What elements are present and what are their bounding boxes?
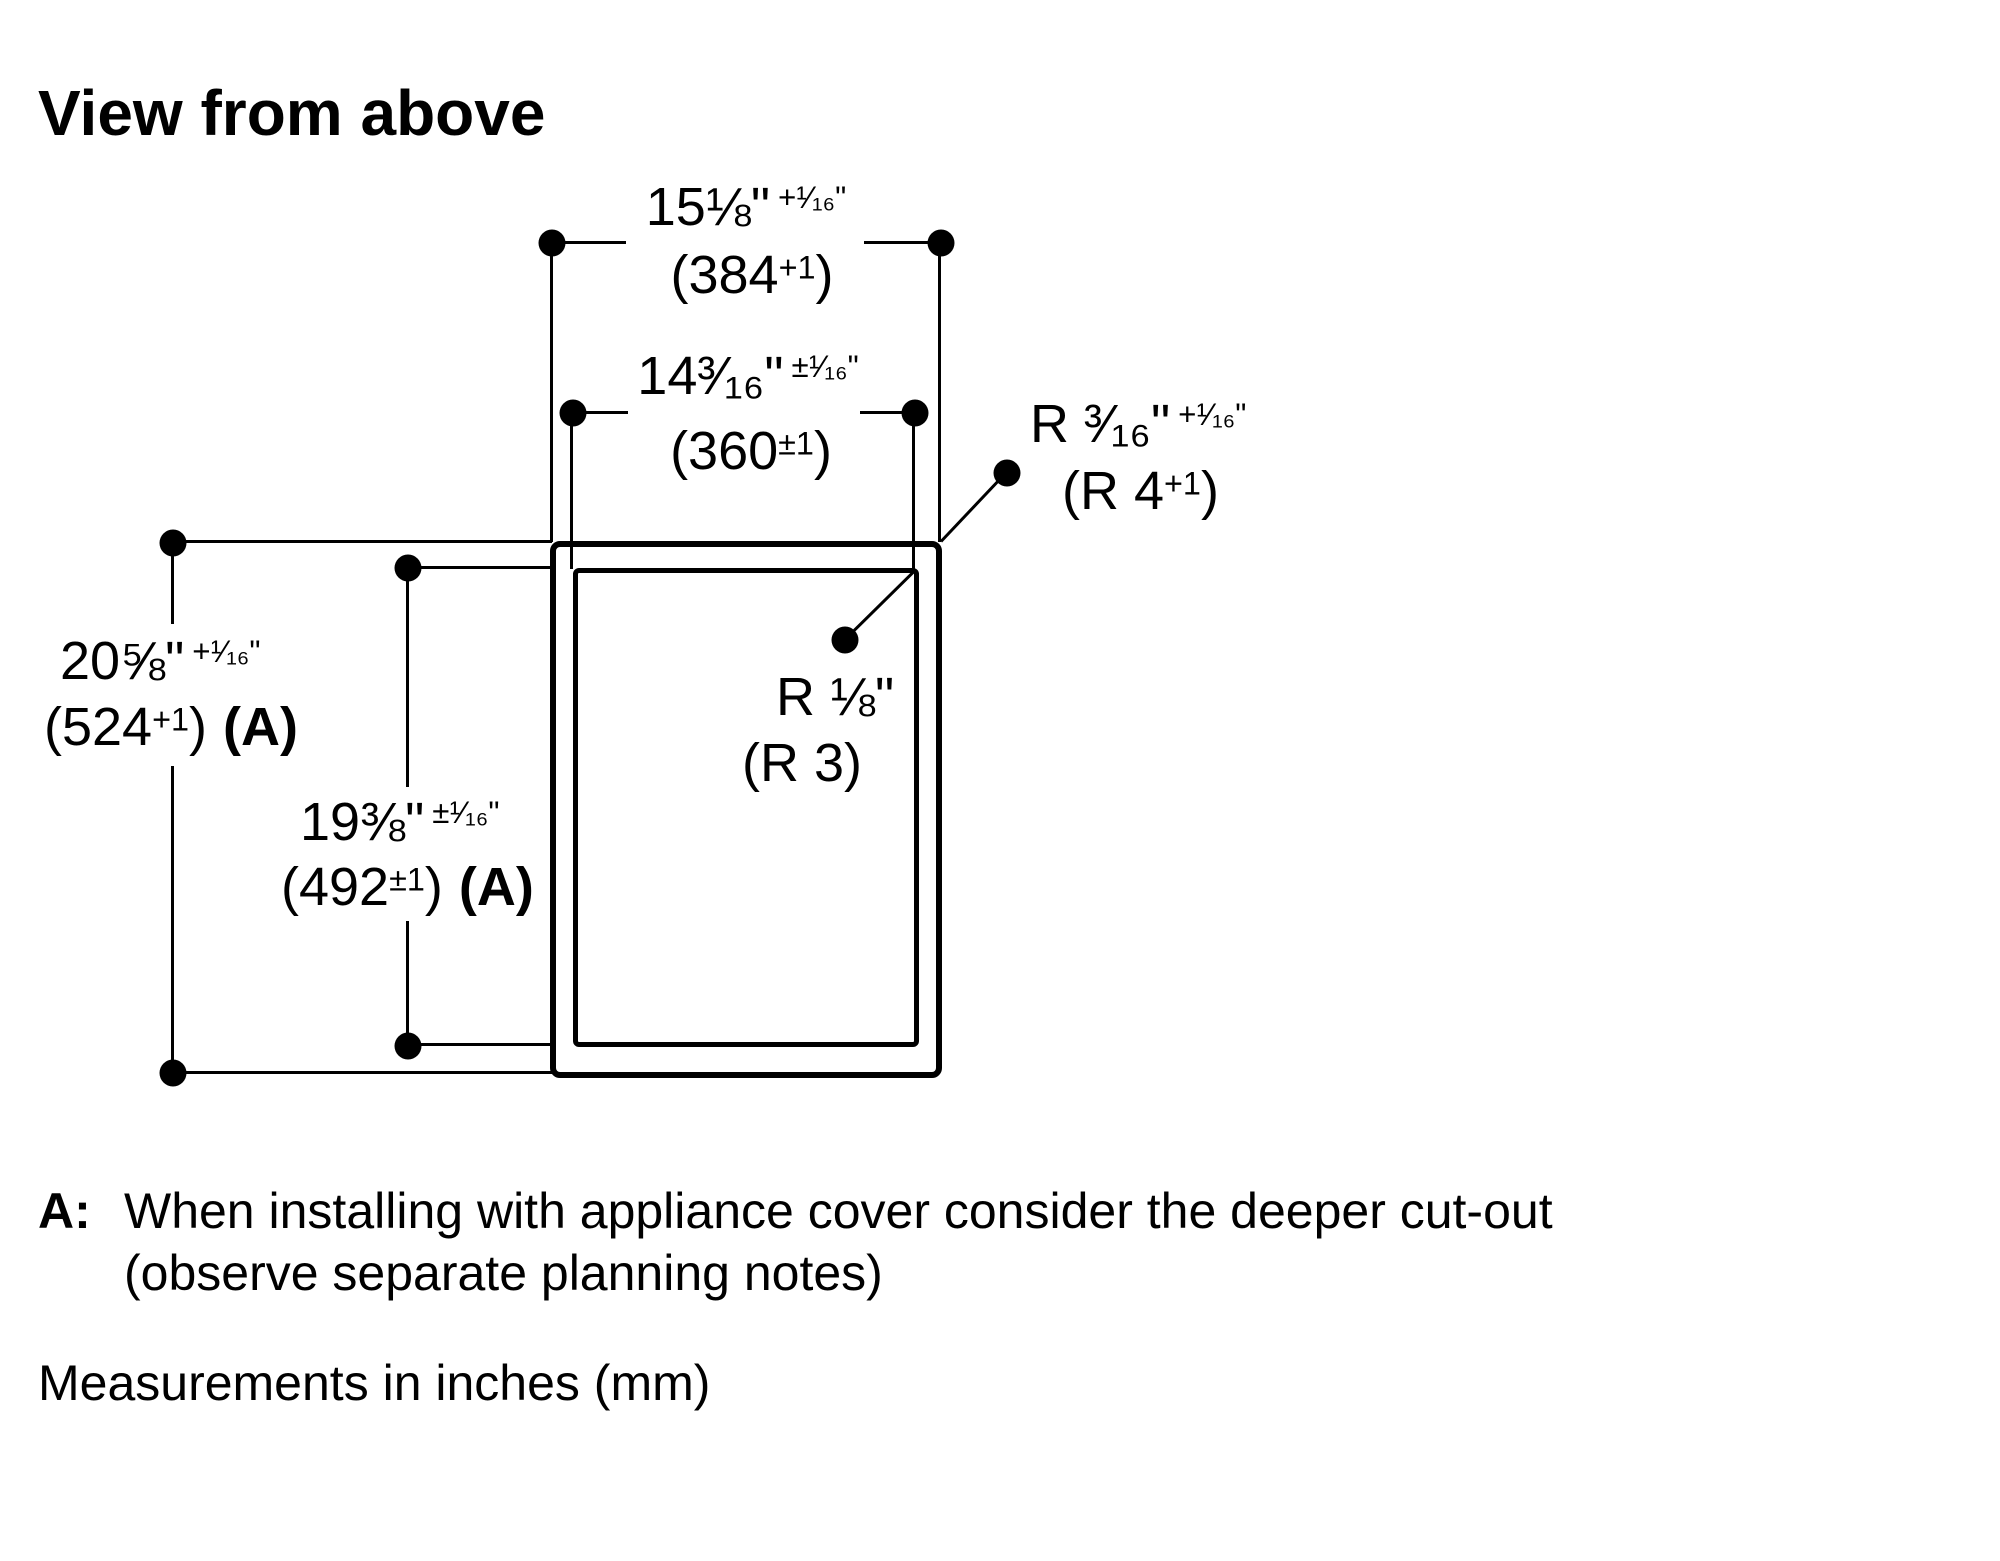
dim-outer-width-stub-left <box>564 241 626 244</box>
dim-inner-width-extension-right <box>912 425 915 569</box>
tolerance: +1 <box>778 249 816 286</box>
outer-radius-mm-label: (R $4^{+1}$) <box>1062 461 1219 521</box>
dim-outer-width-stub-right <box>864 241 928 244</box>
tolerance: +¹⁄₁₆" <box>1178 396 1247 432</box>
dim-inner-width-dot-left <box>560 400 587 427</box>
dim-outer-width-extension-left <box>550 255 553 542</box>
dim-inner-width-inch-label: 14³⁄₁₆" $^{\pm^1⁄_{16}"}$ <box>637 346 859 406</box>
dim-outer-depth-line-lower <box>171 766 174 1063</box>
inner-radius-mm-label: (R 3) <box>742 733 862 793</box>
dim-inner-depth-connector-top <box>420 566 553 569</box>
dim-inner-width-extension-left <box>570 425 573 569</box>
tolerance: +¹⁄₁₆" <box>778 179 847 215</box>
dim-outer-width-inch-label: 15⅛" $^{+^1⁄_{16}"}$ <box>645 177 847 237</box>
dim-inner-width-mm-label: $(360^{\pm 1})$ <box>670 421 832 481</box>
dim-outer-depth-inch-label: 20⅝" $^{+^1⁄_{16}"}$ <box>60 631 261 691</box>
note-a-line1: When installing with appliance cover consider the deeper cut-out <box>124 1183 1553 1239</box>
dim-outer-width-extension-right <box>938 255 941 542</box>
inner-radius-dot <box>832 627 859 654</box>
dim-inner-depth-line-lower <box>406 921 409 1034</box>
dim-outer-depth-mm-label: $(524^{+1})$ (A) <box>44 697 298 757</box>
dim-outer-depth-dot-bottom <box>160 1060 187 1087</box>
note-a-reference: (A) <box>223 697 298 757</box>
dim-inner-width-stub-left <box>586 411 628 414</box>
tolerance: ±1 <box>389 861 425 898</box>
note-a-reference: (A) <box>458 857 534 917</box>
dim-inner-depth-connector-bottom <box>420 1043 553 1046</box>
tolerance: ±1 <box>778 425 814 462</box>
cutout-inner-rect <box>573 568 919 1047</box>
dim-outer-depth-connector-bottom <box>184 1071 552 1074</box>
dim-inner-depth-mm-label: $(492^{\pm 1})$ (A) <box>281 857 534 917</box>
tolerance: ±¹⁄₁₆" <box>432 794 500 830</box>
outer-radius-dot <box>994 460 1021 487</box>
dim-outer-width-dot-left <box>539 230 566 257</box>
dim-inner-depth-dot-bottom <box>395 1033 422 1060</box>
note-a-key: A: <box>38 1183 91 1239</box>
dim-inner-width-stub-right <box>860 411 905 414</box>
tolerance: +1 <box>152 701 190 738</box>
note-a-line2: (observe separate planning notes) <box>124 1245 883 1301</box>
dim-inner-depth-inch-label: 19⅜" $^{\pm^1⁄_{16}"}$ <box>300 792 500 852</box>
outer-radius-inch-label: R ³⁄₁₆" $^{+^1⁄_{16}"}$ <box>1030 394 1247 454</box>
dim-inner-depth-dot-top <box>395 555 422 582</box>
dim-outer-depth-connector-top <box>184 540 552 543</box>
dim-outer-width-mm-label: $(384^{+1})$ <box>670 245 834 305</box>
dim-outer-depth-line-upper <box>171 556 174 624</box>
page-title: View from above <box>38 77 546 149</box>
tolerance: +1 <box>1164 465 1201 502</box>
units-note: Measurements in inches (mm) <box>38 1355 711 1411</box>
dim-inner-depth-line-upper <box>406 581 409 787</box>
dim-inner-width-dot-right <box>902 400 929 427</box>
dim-outer-depth-dot-top <box>160 530 187 557</box>
dim-outer-width-dot-right <box>928 230 955 257</box>
inner-radius-inch-label: R ⅛" <box>776 667 895 727</box>
tolerance: ±¹⁄₁₆" <box>791 348 859 384</box>
tolerance: +¹⁄₁₆" <box>192 633 261 669</box>
